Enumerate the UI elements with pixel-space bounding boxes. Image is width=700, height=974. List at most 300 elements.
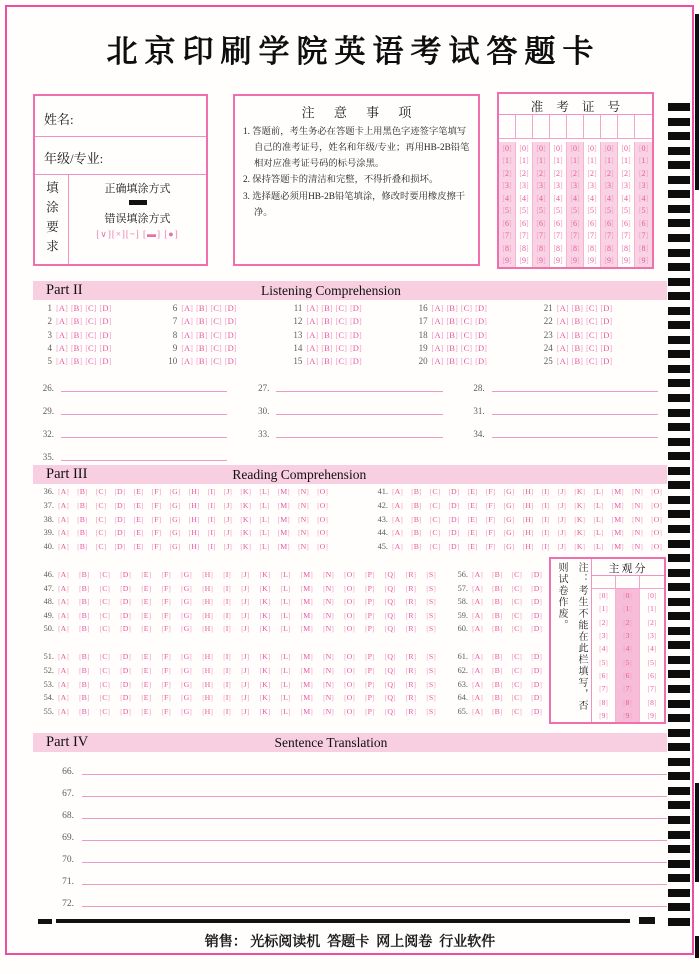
ticket-digit-bubble[interactable] [516,142,533,155]
option-bubble[interactable] [100,693,110,702]
score-digit-bubble[interactable] [616,709,640,722]
option-bubble[interactable] [512,693,522,702]
digit-bubble[interactable] [519,194,528,203]
answer-line[interactable] [61,391,227,392]
answer-line[interactable] [61,460,227,461]
option-bubble[interactable] [411,542,421,551]
digit-bubble[interactable] [587,181,596,190]
option-bubble[interactable] [531,693,542,702]
digit-bubble[interactable] [553,169,562,178]
option-bubble[interactable] [336,303,347,313]
option-bubble[interactable] [323,624,334,633]
option-bubble[interactable] [586,303,597,313]
option-bubble[interactable] [298,501,309,510]
option-bubble[interactable] [475,343,487,353]
option-bubble[interactable] [152,515,162,524]
digit-bubble[interactable] [587,144,596,153]
score-digit-bubble[interactable] [640,695,664,708]
option-bubble[interactable] [161,597,171,606]
option-bubble[interactable] [134,515,144,524]
digit-bubble[interactable] [599,698,608,707]
score-digit-bubble[interactable] [592,656,616,669]
option-bubble[interactable] [406,652,416,661]
option-bubble[interactable] [301,652,313,661]
digit-bubble[interactable] [599,658,608,667]
score-digit-bubble[interactable] [592,695,616,708]
option-bubble[interactable] [350,316,362,326]
option-bubble[interactable] [542,501,550,510]
option-bubble[interactable] [189,542,200,551]
option-bubble[interactable] [323,570,334,579]
digit-bubble[interactable] [536,181,545,190]
option-bubble[interactable] [558,487,566,496]
option-bubble[interactable] [406,680,416,689]
option-bubble[interactable] [202,680,213,689]
option-bubble[interactable] [152,542,162,551]
option-bubble[interactable] [472,570,483,579]
digit-bubble[interactable] [519,169,528,178]
option-bubble[interactable] [492,652,502,661]
option-bubble[interactable] [392,542,403,551]
option-bubble[interactable] [114,501,125,510]
ticket-digit-bubble[interactable] [533,230,550,243]
option-bubble[interactable] [141,584,151,593]
option-bubble[interactable] [259,680,270,689]
ticket-write-cell[interactable] [635,115,652,138]
option-bubble[interactable] [430,501,440,510]
ticket-digit-bubble[interactable] [584,255,601,268]
digit-bubble[interactable] [621,219,630,228]
option-bubble[interactable] [323,611,334,620]
ticket-digit-bubble[interactable] [499,142,516,155]
ticket-digit-bubble[interactable] [550,167,567,180]
option-bubble[interactable] [259,487,269,496]
digit-bubble[interactable] [536,256,545,265]
option-bubble[interactable] [161,680,171,689]
option-bubble[interactable] [58,515,69,524]
option-bubble[interactable] [134,542,144,551]
digit-bubble[interactable] [502,231,511,240]
option-bubble[interactable] [492,680,502,689]
option-bubble[interactable] [586,316,597,326]
score-digit-bubble[interactable] [640,589,664,602]
option-bubble[interactable] [181,652,192,661]
digit-bubble[interactable] [621,194,630,203]
option-bubble[interactable] [344,666,355,675]
option-bubble[interactable] [512,570,522,579]
digit-bubble[interactable] [639,156,648,165]
option-bubble[interactable] [281,611,291,620]
option-bubble[interactable] [306,356,318,366]
ticket-digit-bubble[interactable] [550,155,567,168]
option-bubble[interactable] [486,487,496,496]
digit-bubble[interactable] [648,618,657,627]
option-bubble[interactable] [430,487,440,496]
ticket-digit-bubble[interactable] [601,192,618,205]
ticket-digit-bubble[interactable] [550,205,567,218]
score-digit-bubble[interactable] [640,669,664,682]
option-bubble[interactable] [202,707,213,716]
option-bubble[interactable] [281,693,291,702]
option-bubble[interactable] [58,487,69,496]
option-bubble[interactable] [411,515,421,524]
score-digit-bubble[interactable] [592,682,616,695]
option-bubble[interactable] [558,542,566,551]
option-bubble[interactable] [281,680,291,689]
ticket-write-cell[interactable] [584,115,601,138]
option-bubble[interactable] [468,515,478,524]
option-bubble[interactable] [85,316,96,326]
ticket-write-cell[interactable] [499,115,516,138]
option-bubble[interactable] [492,624,502,633]
option-bubble[interactable] [651,515,662,524]
option-bubble[interactable] [225,343,237,353]
option-bubble[interactable] [411,487,421,496]
digit-bubble[interactable] [553,206,562,215]
option-bubble[interactable] [504,515,515,524]
option-bubble[interactable] [298,528,309,537]
option-bubble[interactable] [58,611,69,620]
option-bubble[interactable] [426,693,436,702]
option-bubble[interactable] [77,528,87,537]
ticket-digit-bubble[interactable] [516,167,533,180]
ticket-digit-bubble[interactable] [533,155,550,168]
ticket-digit-bubble[interactable] [533,142,550,155]
ticket-digit-bubble[interactable] [567,180,584,193]
option-bubble[interactable] [344,570,355,579]
option-bubble[interactable] [574,542,585,551]
ticket-digit-bubble[interactable] [601,167,618,180]
option-bubble[interactable] [100,611,110,620]
digit-bubble[interactable] [502,169,511,178]
option-bubble[interactable] [492,611,502,620]
score-digit-bubble[interactable] [616,682,640,695]
option-bubble[interactable] [472,680,483,689]
ticket-digit-bubble[interactable] [635,242,652,255]
digit-bubble[interactable] [623,671,632,680]
option-bubble[interactable] [58,501,69,510]
ticket-digit-bubble[interactable] [499,192,516,205]
option-bubble[interactable] [542,542,550,551]
option-bubble[interactable] [181,356,193,366]
option-bubble[interactable] [523,501,534,510]
option-bubble[interactable] [208,501,216,510]
option-bubble[interactable] [134,528,144,537]
option-bubble[interactable] [475,330,487,340]
option-bubble[interactable] [58,542,69,551]
option-bubble[interactable] [406,707,416,716]
option-bubble[interactable] [461,316,472,326]
option-bubble[interactable] [298,515,309,524]
option-bubble[interactable] [202,693,213,702]
option-bubble[interactable] [426,624,436,633]
option-bubble[interactable] [572,303,583,313]
digit-bubble[interactable] [587,169,596,178]
option-bubble[interactable] [306,303,318,313]
digit-bubble[interactable] [570,256,579,265]
option-bubble[interactable] [181,570,192,579]
option-bubble[interactable] [241,597,249,606]
option-bubble[interactable] [223,652,231,661]
option-bubble[interactable] [278,487,290,496]
digit-bubble[interactable] [536,244,545,253]
digit-bubble[interactable] [536,206,545,215]
option-bubble[interactable] [593,542,603,551]
option-bubble[interactable] [344,611,355,620]
option-bubble[interactable] [600,343,612,353]
ticket-digit-bubble[interactable] [635,230,652,243]
digit-bubble[interactable] [623,631,632,640]
ticket-digit-bubble[interactable] [635,255,652,268]
ticket-digit-bubble[interactable] [584,230,601,243]
option-bubble[interactable] [301,611,313,620]
option-bubble[interactable] [448,542,459,551]
option-bubble[interactable] [385,652,396,661]
option-bubble[interactable] [240,528,251,537]
ticket-digit-bubble[interactable] [499,167,516,180]
option-bubble[interactable] [531,666,542,675]
ticket-digit-bubble[interactable] [584,167,601,180]
digit-bubble[interactable] [570,169,579,178]
option-bubble[interactable] [557,330,569,340]
answer-line[interactable] [82,774,667,775]
option-bubble[interactable] [523,487,534,496]
option-bubble[interactable] [306,330,318,340]
option-bubble[interactable] [181,611,192,620]
option-bubble[interactable] [350,343,362,353]
digit-bubble[interactable] [648,698,657,707]
option-bubble[interactable] [141,693,151,702]
option-bubble[interactable] [96,501,106,510]
digit-bubble[interactable] [604,219,613,228]
ticket-digit-bubble[interactable] [533,192,550,205]
digit-bubble[interactable] [648,631,657,640]
option-bubble[interactable] [196,316,207,326]
option-bubble[interactable] [392,515,403,524]
ticket-digit-bubble[interactable] [635,217,652,230]
option-bubble[interactable] [120,570,131,579]
option-bubble[interactable] [278,515,290,524]
digit-bubble[interactable] [621,156,630,165]
option-bubble[interactable] [426,611,436,620]
option-bubble[interactable] [365,584,375,593]
option-bubble[interactable] [612,501,624,510]
ticket-digit-bubble[interactable] [567,242,584,255]
option-bubble[interactable] [281,584,291,593]
option-bubble[interactable] [344,584,355,593]
score-digit-bubble[interactable] [640,629,664,642]
option-bubble[interactable] [651,487,662,496]
option-bubble[interactable] [202,624,213,633]
option-bubble[interactable] [323,584,334,593]
option-bubble[interactable] [224,528,232,537]
digit-bubble[interactable] [553,144,562,153]
digit-bubble[interactable] [623,658,632,667]
digit-bubble[interactable] [623,604,632,613]
digit-bubble[interactable] [604,206,613,215]
option-bubble[interactable] [600,356,612,366]
option-bubble[interactable] [141,666,151,675]
score-digit-bubble[interactable] [592,709,616,722]
option-bubble[interactable] [557,343,569,353]
option-bubble[interactable] [100,666,110,675]
option-bubble[interactable] [189,528,200,537]
digit-bubble[interactable] [519,181,528,190]
option-bubble[interactable] [301,707,313,716]
option-bubble[interactable] [426,570,436,579]
option-bubble[interactable] [181,680,192,689]
option-bubble[interactable] [225,330,237,340]
option-bubble[interactable] [446,316,457,326]
answer-line[interactable] [492,391,658,392]
option-bubble[interactable] [96,487,106,496]
option-bubble[interactable] [141,680,151,689]
ticket-digit-bubble[interactable] [550,142,567,155]
ticket-digit-bubble[interactable] [635,155,652,168]
digit-bubble[interactable] [570,194,579,203]
option-bubble[interactable] [58,666,69,675]
option-bubble[interactable] [56,343,68,353]
ticket-digit-bubble[interactable] [516,230,533,243]
digit-bubble[interactable] [553,244,562,253]
option-bubble[interactable] [321,303,332,313]
digit-bubble[interactable] [648,711,657,720]
option-bubble[interactable] [58,597,69,606]
ticket-digit-bubble[interactable] [584,155,601,168]
option-bubble[interactable] [161,707,171,716]
option-bubble[interactable] [365,693,375,702]
ticket-write-cell[interactable] [550,115,567,138]
option-bubble[interactable] [100,343,112,353]
option-bubble[interactable] [365,597,375,606]
option-bubble[interactable] [321,330,332,340]
option-bubble[interactable] [432,303,444,313]
option-bubble[interactable] [350,356,362,366]
option-bubble[interactable] [278,501,290,510]
digit-bubble[interactable] [536,144,545,153]
option-bubble[interactable] [600,316,612,326]
option-bubble[interactable] [114,528,125,537]
ticket-digit-bubble[interactable] [618,142,635,155]
option-bubble[interactable] [225,356,237,366]
option-bubble[interactable] [241,570,249,579]
option-bubble[interactable] [432,356,444,366]
score-digit-bubble[interactable] [640,656,664,669]
option-bubble[interactable] [77,515,87,524]
option-bubble[interactable] [365,666,375,675]
option-bubble[interactable] [512,666,522,675]
option-bubble[interactable] [385,611,396,620]
digit-bubble[interactable] [599,644,608,653]
option-bubble[interactable] [120,597,131,606]
ticket-digit-bubble[interactable] [601,180,618,193]
option-bubble[interactable] [181,316,193,326]
option-bubble[interactable] [446,330,457,340]
digit-bubble[interactable] [621,256,630,265]
digit-bubble[interactable] [570,156,579,165]
ticket-digit-bubble[interactable] [516,255,533,268]
ticket-digit-bubble[interactable] [516,180,533,193]
option-bubble[interactable] [241,707,249,716]
option-bubble[interactable] [79,652,89,661]
option-bubble[interactable] [336,356,347,366]
ticket-digit-bubble[interactable] [516,155,533,168]
digit-bubble[interactable] [587,244,596,253]
option-bubble[interactable] [432,330,444,340]
option-bubble[interactable] [365,680,375,689]
ticket-digit-bubble[interactable] [567,255,584,268]
ticket-digit-bubble[interactable] [618,255,635,268]
option-bubble[interactable] [240,542,251,551]
option-bubble[interactable] [281,652,291,661]
option-bubble[interactable] [365,611,375,620]
option-bubble[interactable] [472,597,483,606]
option-bubble[interactable] [557,316,569,326]
option-bubble[interactable] [432,343,444,353]
digit-bubble[interactable] [519,219,528,228]
option-bubble[interactable] [181,666,192,675]
option-bubble[interactable] [71,303,82,313]
option-bubble[interactable] [223,611,231,620]
digit-bubble[interactable] [604,169,613,178]
option-bubble[interactable] [632,487,643,496]
option-bubble[interactable] [224,515,232,524]
option-bubble[interactable] [531,611,542,620]
option-bubble[interactable] [512,597,522,606]
ticket-digit-bubble[interactable] [584,217,601,230]
digit-bubble[interactable] [648,684,657,693]
option-bubble[interactable] [100,356,112,366]
option-bubble[interactable] [241,652,249,661]
digit-bubble[interactable] [604,194,613,203]
score-digit-bubble[interactable] [616,629,640,642]
option-bubble[interactable] [301,624,313,633]
option-bubble[interactable] [523,542,534,551]
option-bubble[interactable] [558,528,566,537]
digit-bubble[interactable] [536,231,545,240]
option-bubble[interactable] [430,515,440,524]
answer-line[interactable] [82,796,667,797]
digit-bubble[interactable] [519,144,528,153]
digit-bubble[interactable] [639,231,648,240]
option-bubble[interactable] [426,707,436,716]
option-bubble[interactable] [202,611,213,620]
option-bubble[interactable] [523,515,534,524]
option-bubble[interactable] [492,597,502,606]
ticket-digit-bubble[interactable] [584,192,601,205]
digit-bubble[interactable] [604,181,613,190]
option-bubble[interactable] [240,501,251,510]
ticket-digit-bubble[interactable] [567,142,584,155]
option-bubble[interactable] [208,542,216,551]
score-digit-bubble[interactable] [640,616,664,629]
option-bubble[interactable] [196,343,207,353]
option-bubble[interactable] [100,652,110,661]
ticket-digit-bubble[interactable] [601,230,618,243]
ticket-digit-bubble[interactable] [567,192,584,205]
score-digit-bubble[interactable] [592,589,616,602]
option-bubble[interactable] [56,316,68,326]
option-bubble[interactable] [224,542,232,551]
option-bubble[interactable] [558,501,566,510]
ticket-digit-bubble[interactable] [635,192,652,205]
digit-bubble[interactable] [502,181,511,190]
digit-bubble[interactable] [623,698,632,707]
digit-bubble[interactable] [648,658,657,667]
ticket-digit-bubble[interactable] [516,205,533,218]
option-bubble[interactable] [492,570,502,579]
digit-bubble[interactable] [553,194,562,203]
